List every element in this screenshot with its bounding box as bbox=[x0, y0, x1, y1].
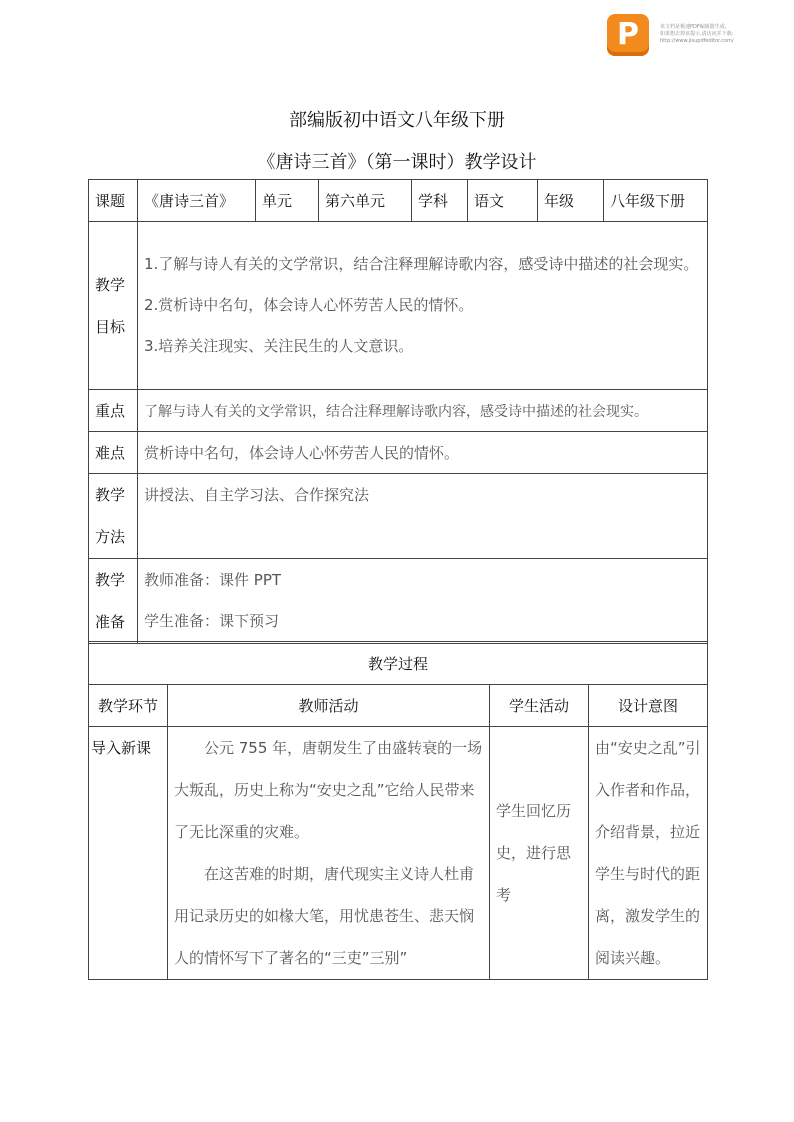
grade-value: 八年级下册 bbox=[604, 180, 708, 222]
lesson-info-table bbox=[88, 179, 708, 644]
document-subtitle: 《唐诗三首》（第一课时）教学设计 bbox=[257, 152, 537, 173]
process-title-row bbox=[89, 642, 708, 685]
col-header-stage: 教学环节 bbox=[89, 685, 168, 727]
watermark-line: 如果想去掉该提示,请访问并下载: bbox=[660, 31, 734, 37]
method-label-line: 教学 bbox=[95, 486, 126, 504]
key-point-row bbox=[89, 390, 708, 432]
method-label bbox=[89, 474, 138, 559]
subject-value: 语文 bbox=[468, 180, 538, 222]
goals-row bbox=[89, 222, 708, 390]
col-header-student: 学生活动 bbox=[490, 685, 589, 727]
col-header-intent: 设计意图 bbox=[589, 685, 708, 727]
prep-row bbox=[89, 559, 708, 644]
process-table bbox=[88, 641, 708, 980]
prep-content bbox=[138, 559, 708, 644]
student-prep: 学生准备：课下预习 bbox=[144, 612, 280, 630]
prep-label-line: 准备 bbox=[95, 613, 126, 631]
prep-label bbox=[89, 559, 138, 644]
difficulty-row bbox=[89, 432, 708, 474]
unit-value: 第六单元 bbox=[319, 180, 412, 222]
info-row bbox=[89, 180, 708, 222]
watermark-line: http://www.jisupdfeditor.com/ bbox=[660, 38, 734, 44]
teacher-paragraph: 在这苦难的时期，唐代现实主义诗人杜甫用记录历史的如椽大笔，用忧患苍生、悲天悯人的情怀写下了著名的“三吏”三别” bbox=[174, 865, 475, 967]
method-label-line: 方法 bbox=[95, 528, 126, 546]
process-row bbox=[89, 727, 708, 980]
watermark-text bbox=[660, 24, 790, 45]
difficulty-label: 难点 bbox=[89, 432, 138, 474]
goals-label-line: 教学 bbox=[95, 275, 126, 294]
process-header-row bbox=[89, 685, 708, 727]
teacher-paragraph: 公元 755 年，唐朝发生了由盛转衰的一场大叛乱，历史上称为“安史之乱”它给人民带来了无比深重的灾难。 bbox=[174, 739, 483, 841]
subject-label: 学科 bbox=[412, 180, 468, 222]
design-intent-cell: 由“安史之乱”引入作者和作品，介绍背景，拉近学生与时代的距离，激发学生的阅读兴趣。 bbox=[589, 727, 708, 980]
document-title: 部编版初中语文八年级下册 bbox=[289, 110, 505, 131]
goals-label-line: 目标 bbox=[95, 317, 126, 336]
teacher-activity-cell bbox=[168, 727, 490, 980]
process-title: 教学过程 bbox=[89, 642, 708, 685]
grade-label: 年级 bbox=[538, 180, 604, 222]
teacher-prep: 教师准备：课件 PPT bbox=[144, 571, 282, 589]
stage-cell: 导入新课 bbox=[89, 727, 168, 980]
method-row bbox=[89, 474, 708, 559]
student-activity-cell: 学生回忆历史，进行思考 bbox=[490, 727, 589, 980]
key-point-text: 了解与诗人有关的文学常识，结合注释理解诗歌内容，感受诗中描述的社会现实。 bbox=[138, 390, 708, 432]
logo-letter: P bbox=[617, 17, 639, 52]
goal-item: 1.了解与诗人有关的文学常识，结合注释理解诗歌内容，感受诗中描述的社会现实。 bbox=[144, 255, 699, 273]
topic-label: 课题 bbox=[89, 180, 138, 222]
difficulty-text: 赏析诗中名句，体会诗人心怀劳苦人民的情怀。 bbox=[138, 432, 708, 474]
goal-item: 3.培养关注现实、关注民生的人文意识。 bbox=[144, 337, 414, 355]
pdf-editor-logo bbox=[607, 14, 649, 56]
unit-label: 单元 bbox=[256, 180, 319, 222]
key-point-label: 重点 bbox=[89, 390, 138, 432]
goals-label bbox=[89, 222, 138, 390]
col-header-teacher: 教师活动 bbox=[168, 685, 490, 727]
method-text: 讲授法、自主学习法、合作探究法 bbox=[138, 474, 708, 559]
goals-content bbox=[138, 222, 708, 390]
topic-value: 《唐诗三首》 bbox=[138, 180, 256, 222]
goal-item: 2.赏析诗中名句，体会诗人心怀劳苦人民的情怀。 bbox=[144, 296, 474, 314]
prep-label-line: 教学 bbox=[95, 571, 126, 589]
watermark-line: 该文档是极速PDF编辑器生成, bbox=[660, 24, 727, 30]
